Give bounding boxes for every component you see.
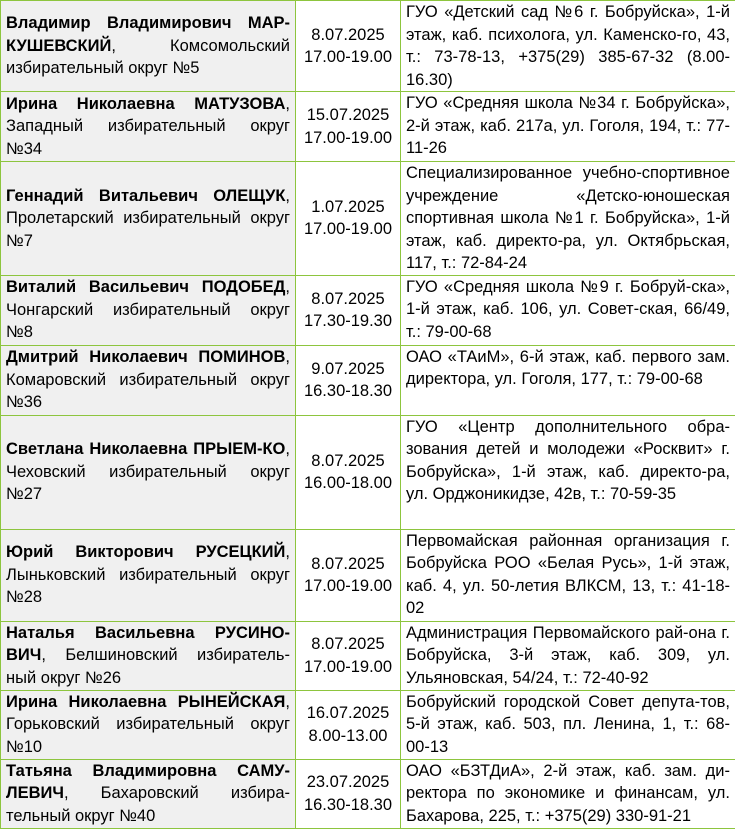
reception-date: 8.07.2025 (311, 554, 385, 573)
deputy-name: Ирина Николаевна РЫНЕЙСКАЯ (6, 692, 286, 711)
electoral-district: Белшиновский избиратель-ный округ №26 (6, 646, 291, 687)
reception-hours: 17.00-19.00 (303, 657, 393, 676)
reception-address: Администрация Первомайского рай-она г. Бобруйска, 3-й этаж, каб. 309, ул. Ульяновская, 54/24, т.: 72-40-92 (406, 623, 730, 687)
address-cell (401, 92, 735, 162)
electoral-district: Чеховский избирательный округ №27 (6, 462, 290, 504)
deputy-cell: Юрий Викторович РУСЕЦКИЙ, Лыньковский избирательный округ №28 (1, 529, 296, 621)
address-cell (401, 345, 735, 415)
address-cell (401, 690, 735, 759)
reception-hours: 17.30-19.30 (303, 312, 393, 330)
reception-date: 8.07.2025 (311, 451, 385, 470)
deputy-name: Ирина Николаевна МАТУЗОВА (6, 94, 286, 113)
reception-address: ОАО «ТАиМ», 6-й этаж, каб. первого зам. директора, ул. Гоголя, 177, т.: 79-00-68 (406, 347, 730, 388)
deputy-cell: Ирина Николаевна МАТУЗОВА, Западный избирательный округ №34 (1, 92, 296, 162)
deputy-cell: Татьяна Владимировна САМУ-ЛЕВИЧ, Бахаровский избира-тельный округ №40 (1, 759, 296, 828)
reception-address: ГУО «Центр дополнительного обра-зования детей и молодежи «Росквит» г. Бобруйска», 1-й этаж, каб. директо-ра, ул. Орджоникидзе, 42в, т.: 70-59-35 (406, 417, 730, 503)
reception-address: Специализированное учебно-спортивное учреждение «Детско-юношеская спортивная школа №1 г. Бобруйска», 1-й этаж, каб. директо-ра, ул. Октябрьская, 117, т.: 72-84-24 (406, 164, 730, 272)
schedule-cell (296, 162, 401, 276)
table-row (1, 621, 735, 690)
reception-address: ГУО «Детский сад №6 г. Бобруйска», 1-й этаж, каб. психолога, ул. Каменско-го, 43, т.: 73-78-13, +375(29) 385-67-32 (8.00-16.30) (406, 3, 730, 89)
table-row (1, 1, 735, 92)
deputy-name: Юрий Викторович РУСЕЦКИЙ (6, 543, 286, 562)
reception-hours: 17.00-19.00 (303, 128, 393, 147)
address-cell (401, 529, 735, 621)
deputy-cell: Светлана Николаевна ПРЫЕМ-КО, Чеховский избирательный округ №27 (1, 415, 296, 529)
deputy-cell: Дмитрий Николаевич ПОМИНОВ, Комаровский избирательный округ №36 (1, 345, 296, 415)
schedule-cell (296, 529, 401, 621)
table-row (1, 275, 735, 345)
deputy-name: Геннадий Витальевич ОЛЕЩУК (6, 186, 286, 205)
address-cell (401, 759, 735, 828)
reception-date: 8.07.2025 (311, 25, 385, 44)
reception-date: 8.07.2025 (311, 289, 385, 308)
deputy-name: Дмитрий Николаевич ПОМИНОВ (6, 348, 286, 367)
reception-hours: 16.30-18.30 (303, 382, 393, 400)
deputy-name: Виталий Васильевич ПОДОБЕД (6, 278, 286, 297)
reception-address: ОАО «БЗТДиА», 2-й этаж, каб. зам. ди-ректора по экономике и финансам, ул. Бахарова, 225, т.: +375(29) 330-91-21 (406, 761, 730, 825)
address-cell (401, 162, 735, 276)
schedule-cell (296, 415, 401, 529)
table-row (1, 759, 735, 828)
deputy-name: Светлана Николаевна ПРЫЕМ-КО (6, 440, 286, 459)
electoral-district: Комсомольский избирательный округ №5 (6, 36, 290, 78)
deputy-name: Татьяна Владимировна САМУ-ЛЕВИЧ (6, 761, 290, 803)
reception-address: Бобруйский городской Совет депута-тов, 5-й этаж, каб. 503, пл. Ленина, 1, т.: 68-00-13 (406, 692, 730, 756)
address-cell (401, 1, 735, 92)
deputy-cell: Виталий Васильевич ПОДОБЕД, Чонгарский избирательный округ №8 (1, 275, 296, 345)
reception-hours: 16.30-18.30 (303, 795, 393, 814)
schedule-cell (296, 759, 401, 828)
table-row (1, 162, 735, 276)
table-row (1, 690, 735, 759)
reception-date: 15.07.2025 (306, 106, 390, 124)
deputy-cell: Наталья Васильевна РУСИНО-ВИЧ, Белшиновский избиратель-ный округ №26 (1, 621, 296, 690)
table-row (1, 92, 735, 162)
reception-address: ГУО «Средняя школа №34 г. Бобруйска», 2-й этаж, каб. 217а, ул. Гоголя, 194, т.: 77-11-26 (406, 94, 730, 157)
electoral-district: Лыньковский избирательный округ №28 (6, 565, 290, 607)
electoral-district: Чонгарский избирательный округ №8 (6, 300, 290, 342)
address-cell (401, 275, 735, 345)
reception-date: 23.07.2025 (306, 773, 390, 791)
electoral-district: Западный избирательный округ №34 (6, 117, 290, 158)
reception-address: ГУО «Средняя школа №9 г. Бобруй-ска», 1-й этаж, каб. 106, ул. Совет-ская, 66/49, т.: 79-00-68 (406, 277, 730, 341)
schedule-cell (296, 92, 401, 162)
electoral-district: Бахаровский избира-тельный округ №40 (6, 784, 290, 825)
reception-hours: 17.00-19.00 (303, 48, 393, 66)
reception-date: 8.07.2025 (311, 635, 385, 653)
reception-hours: 8.00-13.00 (308, 726, 388, 745)
electoral-district: Комаровский избирательный округ №36 (6, 370, 290, 412)
reception-hours: 17.00-19.00 (303, 220, 393, 239)
reception-date: 1.07.2025 (311, 197, 385, 216)
reception-hours: 17.00-19.00 (303, 577, 393, 595)
schedule-cell (296, 621, 401, 690)
deputy-cell: Геннадий Витальевич ОЛЕЩУК, Пролетарский избирательный округ №7 (1, 162, 296, 276)
schedule-cell (296, 1, 401, 92)
reception-address: Первомайская районная организация г. Бобруйска РОО «Белая Русь», 1-й этаж, каб. 4, ул. 50-летия ВЛКСМ, 13, т.: 41-18-02 (406, 531, 730, 617)
table-row (1, 529, 735, 621)
deputy-name: Владимир Владимирович МАР-КУШЕВСКИЙ (6, 14, 290, 55)
deputy-cell: Владимир Владимирович МАР-КУШЕВСКИЙ, Комсомольский избирательный округ №5 (1, 1, 296, 92)
schedule-cell (296, 345, 401, 415)
electoral-district: Пролетарский избирательный округ №7 (6, 209, 290, 250)
deputy-cell: Ирина Николаевна РЫНЕЙСКАЯ, Горьковский избирательный округ №10 (1, 690, 296, 759)
reception-date: 16.07.2025 (306, 704, 390, 722)
electoral-district: Горьковский избирательный округ №10 (6, 715, 290, 756)
schedule-cell (296, 275, 401, 345)
address-cell (401, 415, 735, 529)
schedule-cell (296, 690, 401, 759)
reception-date: 9.07.2025 (311, 359, 385, 378)
table-row (1, 345, 735, 415)
table-row (1, 415, 735, 529)
deputy-name: Наталья Васильевна РУСИНО-ВИЧ (6, 623, 290, 665)
reception-hours: 16.00-18.00 (303, 474, 393, 492)
address-cell (401, 621, 735, 690)
table-body (1, 1, 735, 829)
